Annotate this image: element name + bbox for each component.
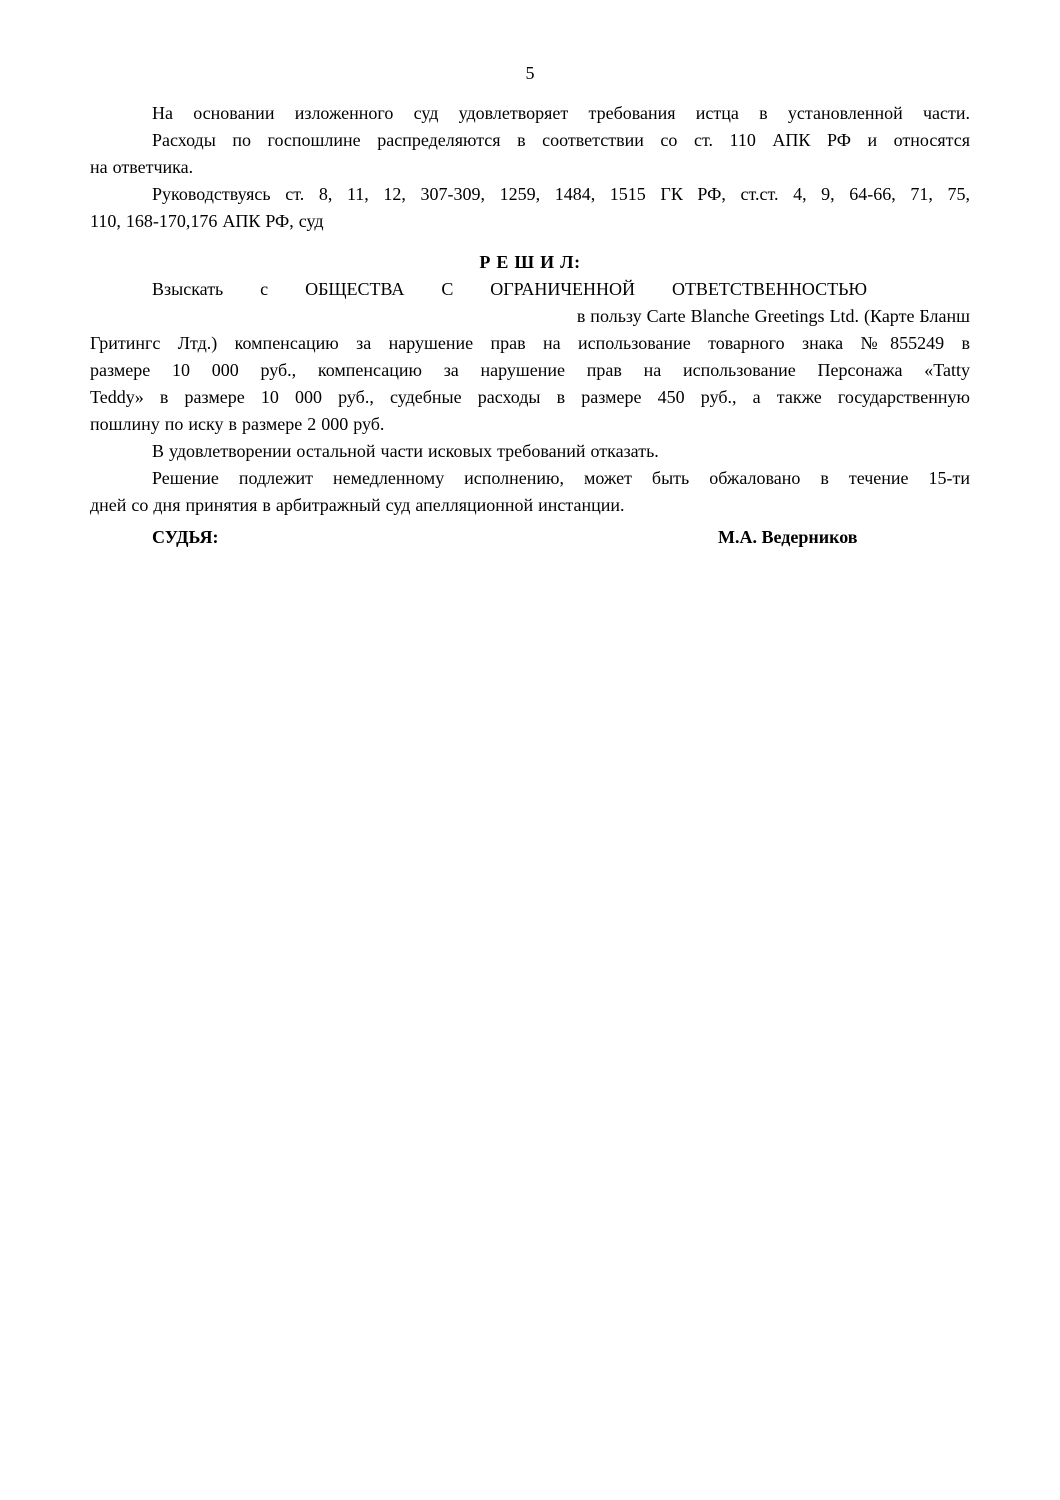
resolution-line-in-favor: в пользу Carte Blanche Greetings Ltd. (Карте Бланш (576, 306, 970, 326)
signature-row (90, 524, 970, 551)
resolution-line-rest3: Teddy» в размере 10 000 руб., судебные расходы в размере 450 руб., а также государственную (90, 387, 970, 407)
paragraph-costs-line2: на ответчика. (90, 157, 194, 177)
judge-label: СУДЬЯ: (152, 527, 219, 547)
paragraph-deny: В удовлетворении остальной части исковых требований отказать. (152, 441, 659, 461)
paragraph-guided-line1: Руководствуясь ст. 8, 11, 12, 307-309, 1259, 1484, 1515 ГК РФ, ст.ст. 4, 9, 64-66, 71, 75, (152, 184, 970, 204)
resolution-heading: Р Е Ш И Л: (479, 252, 581, 272)
resolution-line-rest4: пошлину по иску в размере 2 000 руб. (90, 414, 385, 434)
paragraph-basis: На основании изложенного суд удовлетворяет требования истца в установленной части. (152, 103, 970, 123)
paragraph-appeal-line2: дней со дня принятия в арбитражный суд апелляционной инстанции. (90, 495, 625, 515)
paragraph-costs-line1: Расходы по госпошлине распределяются в соответствии со ст. 110 АПК РФ и относятся (152, 130, 970, 150)
resolution-line-rest2: размере 10 000 руб., компенсацию за нарушение прав на использование Персонажа «Tatty (90, 360, 970, 380)
paragraph-appeal-line1: Решение подлежит немедленному исполнению, может быть обжаловано в течение 15-ти (152, 468, 970, 488)
page-number: 5 (525, 63, 535, 83)
document-body (90, 100, 970, 551)
judge-name: М.А. Ведерников (718, 527, 858, 547)
paragraph-guided-line2: 110, 168-170,176 АПК РФ, суд (90, 211, 324, 231)
resolution-line-collect: Взыскать с ОБЩЕСТВА С ОГРАНИЧЕННОЙ ОТВЕТСТВЕННОСТЬЮ (152, 279, 867, 299)
resolution-line-rest1: Гритингс Лтд.) компенсацию за нарушение прав на использование товарного знака №855249 в (90, 333, 970, 353)
